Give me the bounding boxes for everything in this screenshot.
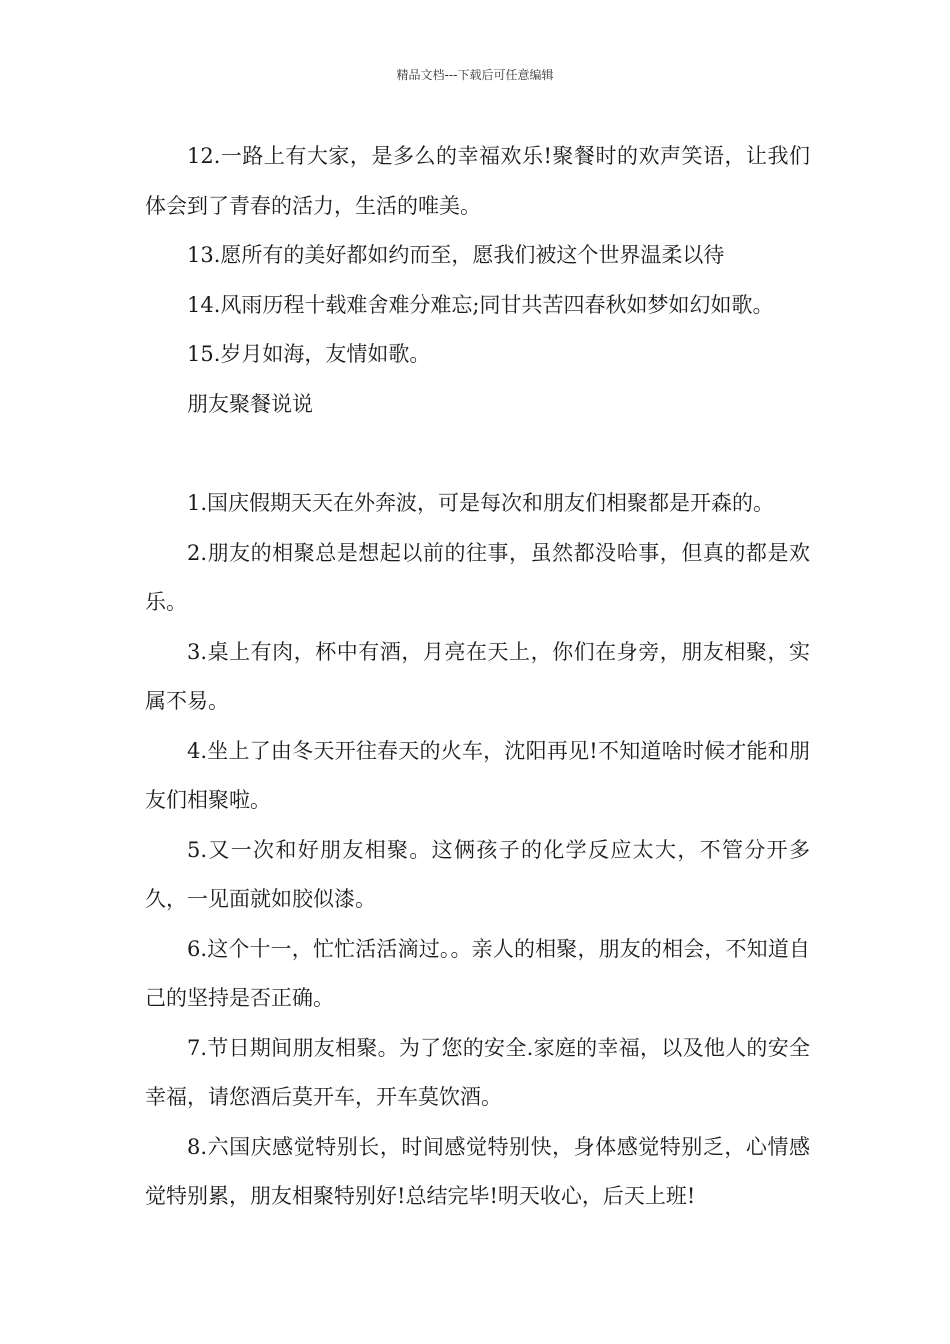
section-spacer xyxy=(145,429,810,479)
list-item: 6.这个十一，忙忙活活滴过。。亲人的相聚，朋友的相会，不知道自己的坚持是否正确。 xyxy=(145,936,810,1010)
list-item: 15.岁月如海，友情如歌。 xyxy=(187,342,431,366)
list-item: 2.朋友的相聚总是想起以前的往事，虽然都没哈事，但真的都是欢乐。 xyxy=(145,540,810,614)
section-title: 朋友聚餐说说 xyxy=(187,391,313,416)
list-item: 3.桌上有肉，杯中有酒，月亮在天上，你们在身旁，朋友相聚，实属不易。 xyxy=(145,639,810,713)
list-item: 4.坐上了由冬天开往春天的火车，沈阳再见!不知道啥时候才能和朋友们相聚啦。 xyxy=(145,738,810,812)
list-item: 8.六国庆感觉特别长，时间感觉特别快，身体感觉特别乏，心情感觉特别累，朋友相聚特别好!总结完毕!明天收心，后天上班! xyxy=(145,1134,810,1208)
list-item: 5.又一次和好朋友相聚。这俩孩子的化学反应太大，不管分开多久，一见面就如胶似漆。 xyxy=(145,837,810,911)
list-item: 7.节日期间朋友相聚。为了您的安全.家庭的幸福，以及他人的安全幸福，请您酒后莫开车，开车莫饮酒。 xyxy=(145,1035,810,1109)
list-item: 13.愿所有的美好都如约而至，愿我们被这个世界温柔以待 xyxy=(187,243,725,267)
list-item: 1.国庆假期天天在外奔波，可是每次和朋友们相聚都是开森的。 xyxy=(187,491,775,515)
page-header: 精品文档---下载后可任意编辑 xyxy=(396,68,554,82)
list-item: 12.一路上有大家，是多么的幸福欢乐!聚餐时的欢声笑语，让我们体会到了青春的活力，生活的唯美。 xyxy=(145,144,810,218)
list-item: 14.风雨历程十载难舍难分难忘;同甘共苦四春秋如梦如幻如歌。 xyxy=(187,292,774,317)
document-body xyxy=(145,132,810,1222)
